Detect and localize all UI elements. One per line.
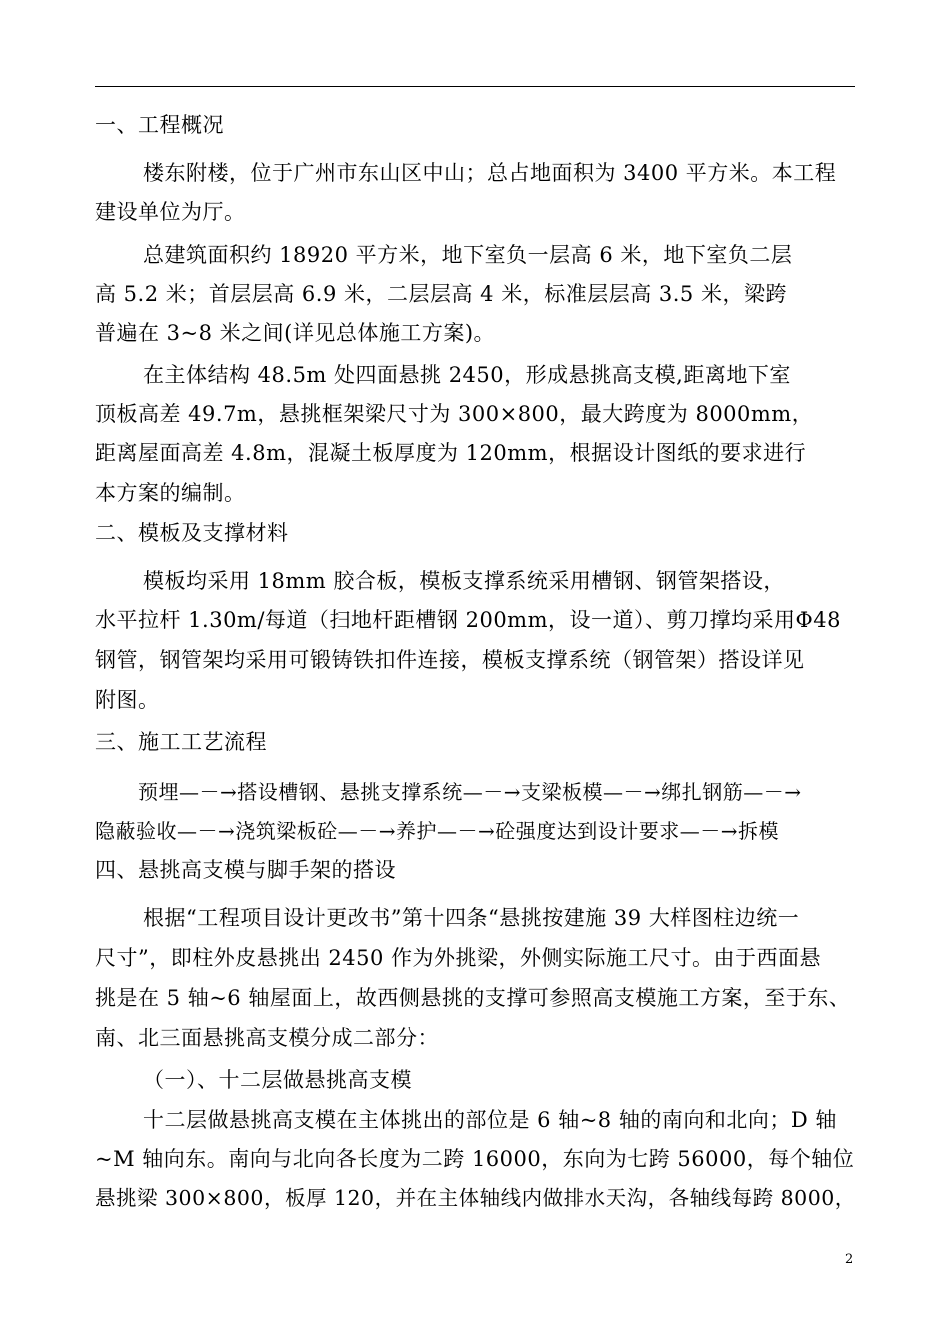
process-flow-line: 预埋—－→搭设槽钢、悬挑支撑系统—－→支梁板模—－→绑扎钢筋—－→ [138, 780, 802, 804]
paragraph-line: 距离屋面高差 4.8m，混凝土板厚度为 120mm，根据设计图纸的要求进行 [95, 441, 807, 465]
paragraph-line: 本方案的编制。 [95, 481, 246, 505]
paragraph-line: ~M 轴向东。南向与北向各长度为二跨 16000，东向为七跨 56000，每个轴位 [95, 1147, 855, 1171]
paragraph-line: 顶板高差 49.7m，悬挑框架梁尺寸为 300×800，最大跨度为 8000mm， [95, 402, 814, 426]
paragraph-line: 悬挑梁 300×800，板厚 120，并在主体轴线内做排水天沟，各轴线每跨 8000， [95, 1186, 856, 1210]
section-heading-2: 二、模板及支撑材料 [95, 521, 289, 545]
paragraph-line: 根据“工程项目设计更改书”第十四条“悬挑按建施 39 大样图柱边统一 [143, 906, 800, 930]
process-flow-line: 隐蔽验收—－→浇筑梁板砼—－→养护—－→砼强度达到设计要求—－→拆模 [95, 819, 780, 843]
paragraph-line: 普遍在 3~8 米之间(详见总体施工方案)。 [95, 321, 496, 345]
paragraph-line: 南、北三面悬挑高支模分成二部分： [95, 1026, 439, 1050]
paragraph-line: 水平拉杆 1.30m/每道（扫地杆距槽钢 200mm，设一道）、剪刀撑均采用Φ48 [95, 608, 841, 632]
paragraph-line: 钢管，钢管架均采用可锻铸铁扣件连接，模板支撑系统（钢管架）搭设详见 [95, 648, 805, 672]
paragraph-line: 模板均采用 18mm 胶合板，模板支撑系统采用槽钢、钢管架搭设， [143, 569, 785, 593]
section-heading-4: 四、悬挑高支模与脚手架的搭设 [95, 858, 396, 882]
section-heading-3: 三、施工工艺流程 [95, 730, 267, 754]
paragraph-line: 十二层做悬挑高支模在主体挑出的部位是 6 轴~8 轴的南向和北向；D 轴 [143, 1108, 837, 1132]
paragraph-line: 总建筑面积约 18920 平方米，地下室负一层高 6 米，地下室负二层 [143, 243, 793, 267]
paragraph-line: 在主体结构 48.5m 处四面悬挑 2450，形成悬挑高支模,距离地下室 [143, 363, 791, 387]
paragraph-line: 附图。 [95, 688, 160, 712]
section-heading-1: 一、工程概况 [95, 113, 224, 137]
header-rule [95, 86, 855, 87]
paragraph-line: 挑是在 5 轴~6 轴屋面上，故西侧悬挑的支撑可参照高支模施工方案，至于东、 [95, 986, 851, 1010]
paragraph-line: 楼东附楼，位于广州市东山区中山；总占地面积为 3400 平方米。本工程 [143, 161, 837, 185]
paragraph-line: 建设单位为厅。 [95, 200, 246, 224]
paragraph-line: 高 5.2 米；首层层高 6.9 米，二层层高 4 米，标准层层高 3.5 米，梁跨 [95, 282, 787, 306]
page-number: 2 [845, 1252, 854, 1267]
paragraph-line: 尺寸”，即柱外皮悬挑出 2450 作为外挑梁，外侧实际施工尺寸。由于西面悬 [95, 946, 822, 970]
subsection-heading: （一）、十二层做悬挑高支模 [143, 1068, 412, 1092]
